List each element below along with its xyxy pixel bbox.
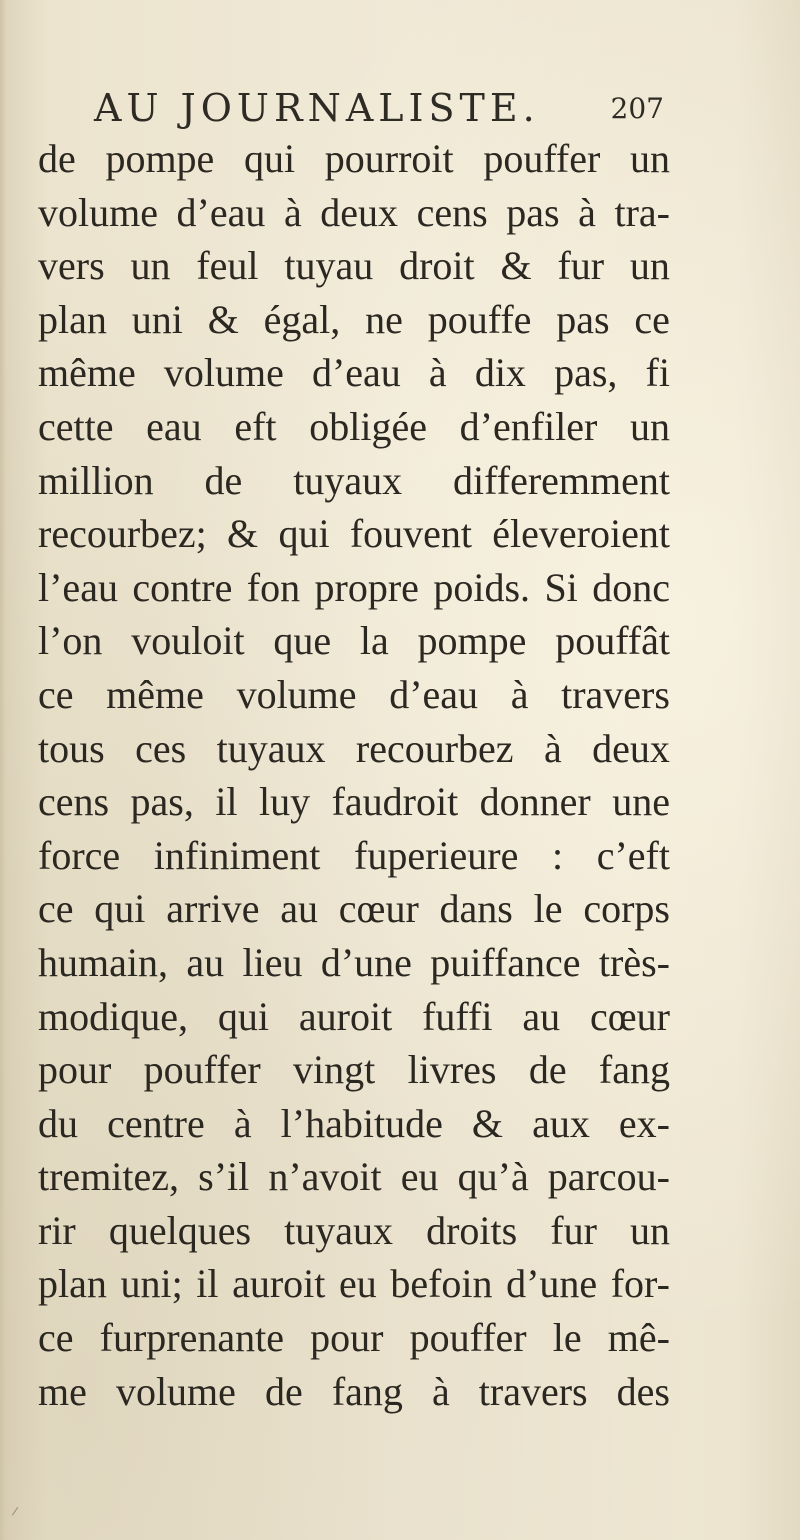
text-line: l’on vouloit que la pompe pouffât [38,618,670,664]
text-line: tous ces tuyaux recourbez à deux [38,725,670,771]
page-header [94,86,664,132]
text-line: ce même volume d’eau à travers [38,671,670,717]
text-line: ce furprenante pour pouffer le mê- [38,1315,670,1361]
body-text [38,132,670,1418]
text-line: ce qui arrive au cœur dans le corps [38,886,670,932]
running-head: AU JOURNALISTE. [94,86,540,130]
text-line: volume d’eau à deux cens pas à tra- [38,189,670,235]
text-line: pour pouffer vingt livres de fang [38,1047,670,1093]
text-line: force infiniment fuperieure : c’eft [38,832,670,878]
text-line: du centre à l’habitude & aux ex- [38,1100,670,1146]
text-line: même volume d’eau à dix pas, fi [38,350,670,396]
text-line: me volume de fang à travers des [38,1368,670,1414]
text-line: de pompe qui pourroit pouffer un [38,136,670,181]
text-line: cens pas, il luy faudroit donner une [38,779,670,825]
ink-speck [12,1507,23,1519]
text-line: million de tuyaux differemment [38,457,670,503]
text-line: plan uni & égal, ne pouffe pas ce [38,296,670,342]
text-line: rir quelques tuyaux droits fur un [38,1207,670,1253]
text-line: recourbez; & qui fouvent éleveroient [38,511,670,557]
text-line: modique, qui auroit fuffi au cœur [38,993,670,1039]
text-line: tremitez, s’il n’avoit eu qu’à parcou- [38,1154,670,1200]
text-line: humain, au lieu d’une puiffance très- [38,939,670,985]
text-line: l’eau contre fon propre poids. Si donc [38,564,670,610]
page-number: 207 [610,92,664,125]
text-line: vers un feul tuyau droit & fur un [38,243,670,289]
text-line: cette eau eft obligée d’enfiler un [38,403,670,449]
text-line: plan uni; il auroit eu befoin d’une for- [38,1261,670,1307]
